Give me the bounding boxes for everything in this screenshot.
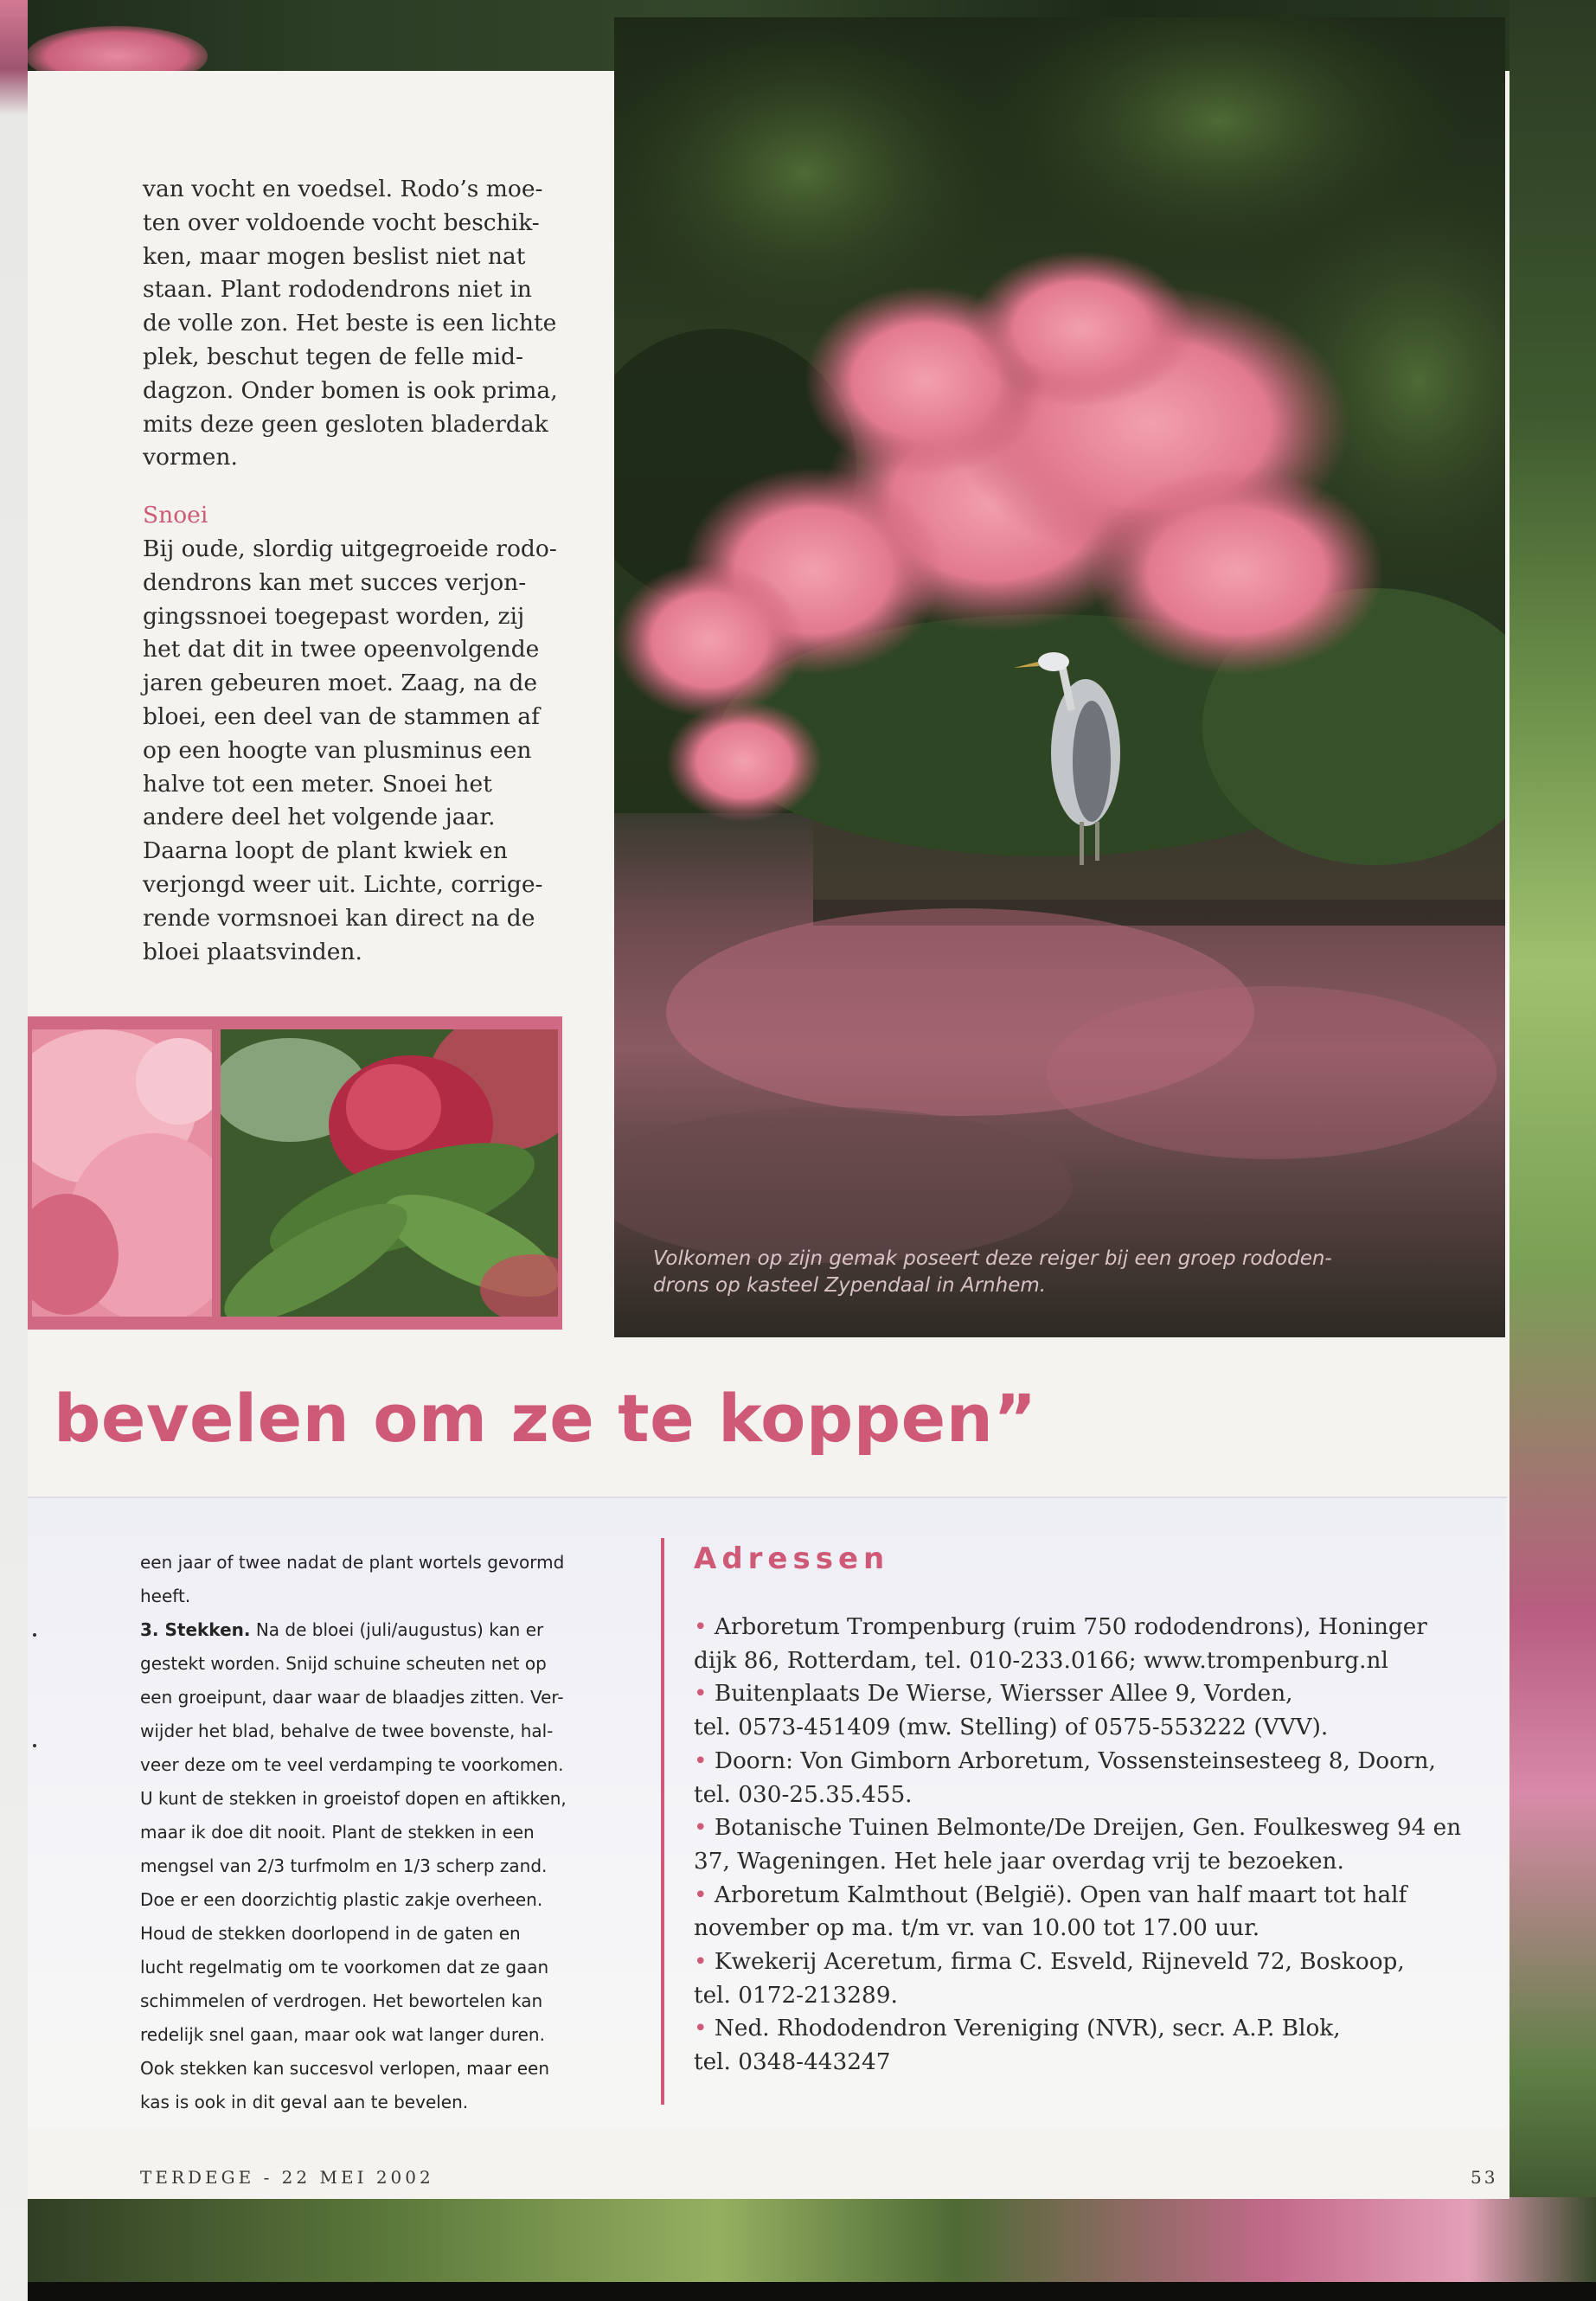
text-line: dendrons kan met succes verjon- [143,568,527,596]
text-line: gingssnoei toegepast worden, zij [143,602,525,630]
address-line: • Arboretum Trompenburg (ruim 750 rododendrons), Honinger [694,1614,1427,1640]
stekken-first-text: Na de bloei (juli/augustus) kan er [250,1619,544,1640]
margin-mark [33,1633,36,1637]
text-line: kas is ook in dit geval aan te bevelen. [140,2092,469,2112]
text-line: bloei, een deel van de stammen af [143,702,540,730]
text-line: rende vormsnoei kan direct na de [143,904,535,932]
text-line: ken, maar mogen beslist niet nat [143,242,526,270]
address-line: tel. 0172-213289. [694,1982,898,2009]
photo-red-rhododendron-bud [221,1029,558,1317]
text-line: gestekt worden. Snijd schuine scheuten net op [140,1653,547,1674]
stekken-label: 3. Stekken. [140,1619,251,1640]
text-line: jaren gebeuren moet. Zaag, na de [143,670,538,697]
bullet-icon: • [694,1747,715,1774]
bullet-icon: • [694,1614,715,1640]
text-line: de volle zon. Het beste is een lichte [143,310,557,337]
address-line: • Buitenplaats De Wierse, Wiersser Allee 9, Vorden, [694,1681,1293,1708]
footer-publication: TERDEGE - 22 MEI 2002 [140,2167,434,2188]
address-line: • Arboretum Kalmthout (België). Open van half maart tot half [694,1881,1407,1908]
address-line: • Ned. Rhododendron Vereniging (NVR), secr. A.P. Blok, [694,2016,1341,2042]
text-line: andere deel het volgende jaar. [143,804,496,831]
text-line: een groeipunt, daar waar de blaadjes zitten. Ver- [140,1687,564,1708]
text-line: lucht regelmatig om te voorkomen dat ze gaan [140,1957,549,1977]
thumbnail-photos [28,1016,562,1330]
page-left-edge [0,0,28,2301]
text-line: verjongd weer uit. Lichte, corrige- [143,870,543,898]
photo-illustration [614,17,1505,1337]
intro-paragraph [143,173,584,475]
text-line: bloei plaatsvinden. [143,938,362,965]
text-line: dagzon. Onder bomen is ook prima, [143,376,558,404]
bullet-icon: • [694,2016,715,2042]
text-line: mits deze geen gesloten bladerdak [143,410,548,438]
bullet-icon: • [694,1681,715,1708]
subhead-snoei: Snoei [143,502,208,529]
stekken-column [140,1546,633,2119]
text-line: maar ik doe dit nooit. Plant de stekken in een [140,1822,535,1843]
left-column-text [143,173,584,969]
text-line: vormen. [143,444,238,471]
main-photo-heron-rhododendrons [614,17,1505,1337]
text-line: Houd de stekken doorlopend in de gaten en [140,1923,521,1944]
stekken-paragraph [140,1647,633,2119]
text-line: heeft. [140,1586,191,1606]
text-line: staan. Plant rododendrons niet in [143,276,532,304]
stekken-first-line [140,1613,633,1647]
text-line: redelijk snel gaan, maar ook wat langer duren. [140,2024,545,2045]
headline: bevelen om ze te koppen” [54,1380,1037,1457]
text-line: een jaar of twee nadat de plant wortels gevormd [140,1552,565,1573]
background-photo-right [1509,0,1596,2301]
bullet-icon: • [694,1881,715,1908]
margin-mark [33,1744,36,1747]
text-line: Daarna loopt de plant kwiek en [143,837,508,865]
address-line: tel. 0573-451409 (mw. Stelling) of 0575-553222 (VVV). [694,1715,1329,1741]
photo-pink-rhododendron-closeup [32,1029,212,1317]
text-line: het dat dit in twee opeenvolgende [143,636,540,663]
address-line: dijk 86, Rotterdam, tel. 010-233.0166; www.trompenburg.nl [694,1647,1388,1674]
caption-line: drons op kasteel Zypendaal in Arnhem. [653,1274,1047,1297]
text-line: veer deze om te veel verdamping te voorkomen. [140,1754,564,1775]
addresses-title: Adressen [694,1541,890,1576]
text-line: U kunt de stekken in groeistof dopen en aftikken, [140,1788,567,1809]
snoei-paragraph [143,533,584,969]
text-line: van vocht en voedsel. Rodo’s moe- [143,176,543,202]
text-line: mengsel van 2/3 turfmolm en 1/3 scherp zand. [140,1856,548,1876]
caption-line: Volkomen op zijn gemak poseert deze reiger bij een groep rododen- [653,1247,1332,1270]
text-line: plek, beschut tegen de felle mid- [143,343,523,370]
column-divider [661,1538,664,2105]
photo-caption [653,1246,1432,1299]
text-line: op een hoogte van plusminus een [143,736,532,764]
bullet-icon: • [694,1949,715,1976]
text-line: Doe er een doorzichtig plastic zakje overheen. [140,1889,543,1910]
address-line: • Botanische Tuinen Belmonte/De Dreijen, Gen. Foulkesweg 94 en [694,1815,1462,1842]
text-line: wijder het blad, behalve de twee bovenste, hal- [140,1721,554,1741]
bullet-icon: • [694,1815,715,1842]
address-line: 37, Wageningen. Het hele jaar overdag vrij te bezoeken. [694,1848,1344,1875]
text-line: ten over voldoende vocht beschik- [143,208,540,236]
background-photo-bottom [0,2197,1596,2301]
addresses-list [694,1611,1490,2080]
text-line: schimmelen of verdrogen. Het bewortelen kan [140,1990,543,2011]
text-line: Ook stekken kan succesvol verlopen, maar een [140,2058,549,2079]
address-line: november op ma. t/m vr. van 10.00 tot 17.00 uur. [694,1915,1260,1942]
stekken-intro [140,1546,633,1613]
text-line: halve tot een meter. Snoei het [143,770,492,798]
address-line: tel. 0348-443247 [694,2049,891,2076]
address-line: • Doorn: Von Gimborn Arboretum, Vossensteinsesteeg 8, Doorn, [694,1747,1436,1774]
address-line: tel. 030-25.35.455. [694,1781,913,1808]
page-number: 53 [1471,2167,1498,2188]
text-line: Bij oude, slordig uitgegroeide rodo- [143,535,557,562]
address-line: • Kwekerij Aceretum, firma C. Esveld, Rijneveld 72, Boskoop, [694,1949,1405,1976]
